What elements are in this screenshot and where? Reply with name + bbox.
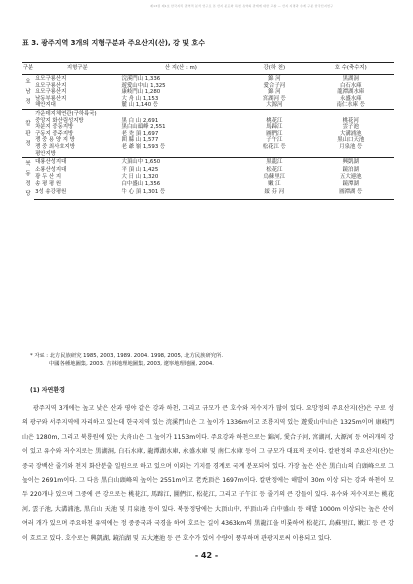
riv-cell: 子午江 xyxy=(266,137,283,144)
group-label-char: 요 xyxy=(25,79,31,86)
riv-cell: 大源河 xyxy=(266,102,283,109)
loc-cell: 浣溪門山 1,336 xyxy=(121,75,242,83)
group-label-char: 당 xyxy=(25,191,31,198)
name-cell: 쟁 중 용 양 지 방 xyxy=(35,137,75,144)
source-line: * 자료 : 北方民族研究 1985, 2003, 1989. 2004. 1998, 2005, 北方民族研究所. xyxy=(30,353,224,359)
loc-cell: 老 禿 頂 1,697 xyxy=(121,130,159,137)
prov-cell xyxy=(308,151,395,158)
table-row xyxy=(22,158,394,167)
riv-cell: 黒龍江 xyxy=(241,158,307,167)
prov-cell: 黒山口天池 xyxy=(337,137,365,144)
name-cell: 가운데지체연관(구하륙국) xyxy=(34,109,120,117)
prov-cell: 月泉池 등 xyxy=(339,143,363,150)
loc-cell: 黒白山頭峰 2,551 xyxy=(121,124,166,131)
terrain-table xyxy=(22,62,394,200)
body-paragraph: 광주지역 3개에는 높고 낮은 산과 평야 같은 강과 하천, 그리고 규모가 큰 호수와 저수지가 많이 있다. 요망정의 주요산지(산)은 구로 성의 광구와 서주지역에 자리하고 있는데 한국지역 있는 浣溪門山은 그 높이가 1336m이고 조룡지역 있는 遊愛山中山은 1325m이며 康岐門山은 1280m, 그리고 북룡원에 있는 大舟山은 그 높이가 1153m이다. 주요강과 하천으로는 錦河, 愛合子河, 宮湖河, 大源河 등 여러개의 강이 있고 유수와 저수지로는 黒湖洞, 白石水庫, 龍潭湖水庫, 永盛水庫 및 南仁水庫 등이 그 규모가 대표적 곳이다. 칼판정의 주요산지(산)는 중국 장백산 줄기와 천지 화산분출 일원으로 하고 있으며 이외는 기지를 경계로 국계 분포되어 있다. 가장 높은 산은 黒白山의 白頭峰으로 그 높이는 2691m이다. 그 다음 黒白山頭峰의 높이는 2551m이고 老禿頂은 1697m이다. 칼판정에는 해발이 30m 이상 되는 강과 하천이 모두 220개나 있으며 그중에 큰 강으로는 桃花江, 馬蹄江, 圖們江, 松花江, 그리고 子午江 등 줄기의 큰 강들이 있다. 유수와 저수지로는 桃花河, 雲子池, 大溝浦池, 黒白山 天池 및 月泉池 등이 있다. 북동정당에는 大頂山中, 平頂山과 白中盛山 등 해발 1000m 이상되는 높은 산이 여러 개가 있으며 주요하천 유역에는 정 중중국과 국경을 하여 호르는 길이 4363km의 黒龍江을 비롯하여 松花江, 烏蘇里江, 嫩江 등 큰 강이 흐르고 있다. 호수로는 興凱湖, 鏡泊湖 및 五大連池 등 큰 호수가 있어 수량이 풍부하며 관광지로써 이용되고 있다. xyxy=(22,405,394,542)
riv-cell: 錦 河 xyxy=(241,75,307,83)
riv-cell xyxy=(241,109,307,117)
name-cell: 대룡산성지대 xyxy=(34,158,120,167)
header-group: 구분 xyxy=(22,63,34,75)
group-label-char: 동 xyxy=(25,171,31,178)
riv-cell: 桃花江 xyxy=(266,117,283,124)
loc-cell: 大頂山中 1,650 xyxy=(121,158,242,167)
loc-cell: 遊愛山中山 1,325 xyxy=(121,82,166,89)
name-cell: 송 평 평 원 xyxy=(35,181,62,188)
prov-cell: 白石水庫 xyxy=(339,82,362,89)
group-label xyxy=(22,158,34,200)
riv-cell xyxy=(241,151,307,158)
loc-cell xyxy=(121,151,242,158)
table-row xyxy=(22,174,394,181)
prov-cell: 永盛水庫 xyxy=(339,95,362,102)
prov-cell xyxy=(308,109,395,117)
prov-cell: 五大連池 xyxy=(339,174,362,181)
name-cell: 광 두 산 지 xyxy=(35,174,62,181)
source-line: 中國各種地圖集, 2003. 吉林地理地圖集, 2003, 遼寧地理地圖, 2004. xyxy=(49,361,214,367)
group-label-char: 정 xyxy=(25,181,31,188)
table-row xyxy=(22,89,394,96)
prov-cell: 黒湖洞 xyxy=(308,75,395,83)
loc-cell: 大 日 山 1,320 xyxy=(121,174,159,181)
name-cell: 3성 송강평원 xyxy=(34,189,120,199)
header-name: 지형구분 xyxy=(34,63,120,75)
group-label xyxy=(22,75,34,110)
table-row xyxy=(22,137,394,144)
table-row xyxy=(22,102,394,109)
table-body xyxy=(22,75,394,200)
name-cell: 해안지대 xyxy=(35,102,56,109)
loc-cell: 黒 白 山 2,691 xyxy=(121,117,159,124)
group-label-char: 칼 xyxy=(25,121,31,128)
name-cell: 요모구룡산지 xyxy=(34,75,120,83)
prov-cell: 鏡泊湖 xyxy=(342,166,359,173)
prov-cell: 大溝浦池 xyxy=(339,130,362,137)
table-caption: 표 3. 광주지역 3개의 지형구분과 주요산지(산), 강 및 호수 xyxy=(22,39,205,47)
group-label-char: 판 xyxy=(25,131,31,138)
loc-cell: 大 舟 山 1,153 xyxy=(121,95,159,102)
riv-cell: 宮湖河 등 xyxy=(262,95,286,102)
prov-cell: 鏡潭湖 xyxy=(342,181,359,188)
prov-cell: 桃花河 xyxy=(342,117,359,124)
riv-cell: 綏 芬 河 xyxy=(241,189,307,199)
loc-cell: 麓 山 1,140 등 xyxy=(121,102,159,109)
group-label-char: 정 xyxy=(25,141,31,148)
table-row xyxy=(22,167,394,174)
name-cell: 남동부룡산지 xyxy=(35,95,67,102)
loc-cell: 白中盛山 1,356 xyxy=(121,181,161,188)
name-cell: 요모구룡산지 xyxy=(35,82,67,89)
table-row xyxy=(22,181,394,188)
table-row xyxy=(22,109,394,117)
loc-cell: 老 爺 嶺 1,593 등 xyxy=(121,143,166,150)
table-row xyxy=(22,144,394,151)
prov-cell: 雲子池 xyxy=(342,124,359,131)
riv-cell: 錦 河 xyxy=(268,89,281,96)
riv-cell: 馬蹄江 xyxy=(266,124,283,131)
loc-cell: 牛 心 頂 1,301 등 xyxy=(121,189,242,199)
loc-cell: 康岐門山 1,280 xyxy=(121,89,161,96)
group-label-char: 남 xyxy=(25,89,31,96)
riv-cell: 烏蘇里江 xyxy=(263,174,286,181)
running-header: 제13권 제1호 한국지리 권역적 분석 연구로 본 산지 분포와 하천 유역의 관계에 대한 고찰 — 산지 지명과 수계 구분 한국산지연구 xyxy=(150,4,334,8)
table-row xyxy=(22,189,394,199)
name-cell: 차분지 중동지방 xyxy=(35,124,74,131)
table-row xyxy=(22,75,394,83)
source-note xyxy=(30,352,223,368)
prov-cell: 南仁水庫 등 xyxy=(336,102,365,109)
header-location: 산 지(산 : m) xyxy=(121,63,242,75)
name-cell: 요모구룡산지 xyxy=(35,89,67,96)
table-row xyxy=(22,118,394,125)
table-row xyxy=(22,124,394,131)
riv-cell: 嫩 江 xyxy=(268,181,281,188)
page-number: - 42 - xyxy=(194,551,219,560)
prov-cell: 龍潭湖水庫 xyxy=(337,89,365,96)
section-title: (1) 자연환경 xyxy=(30,387,65,394)
group-label-char: 정 xyxy=(25,99,31,106)
loc-cell: 囲 縣 山 1,577 xyxy=(121,137,159,144)
table-header-row xyxy=(22,63,394,75)
name-cell: 소룡산성지대 xyxy=(35,166,67,173)
group-label-char: 북 xyxy=(25,161,31,168)
loc-cell xyxy=(121,109,242,117)
prov-cell: 興凱湖 xyxy=(308,158,395,167)
loc-cell: 平 頂 山 1,425 xyxy=(121,166,159,173)
header-province: 호 수(축수지) xyxy=(308,63,395,75)
riv-cell: 圖們江 xyxy=(266,130,283,137)
riv-cell: 愛合子河 xyxy=(263,82,286,89)
name-cell: 구동지 중주지방 xyxy=(35,130,74,137)
name-cell: 평안지방 xyxy=(35,150,56,157)
header-river: 강(하 천) xyxy=(241,63,307,75)
group-label xyxy=(22,109,34,157)
name-cell: 중앙지 화산림성지방 xyxy=(35,117,84,124)
name-cell: 쟁 중 최사호지방 xyxy=(35,143,75,150)
riv-cell: 松花江 등 xyxy=(262,143,286,150)
riv-cell: 松花江 xyxy=(266,166,283,173)
table-row xyxy=(22,151,394,158)
prov-cell: 圓潭湖 등 xyxy=(308,189,395,199)
